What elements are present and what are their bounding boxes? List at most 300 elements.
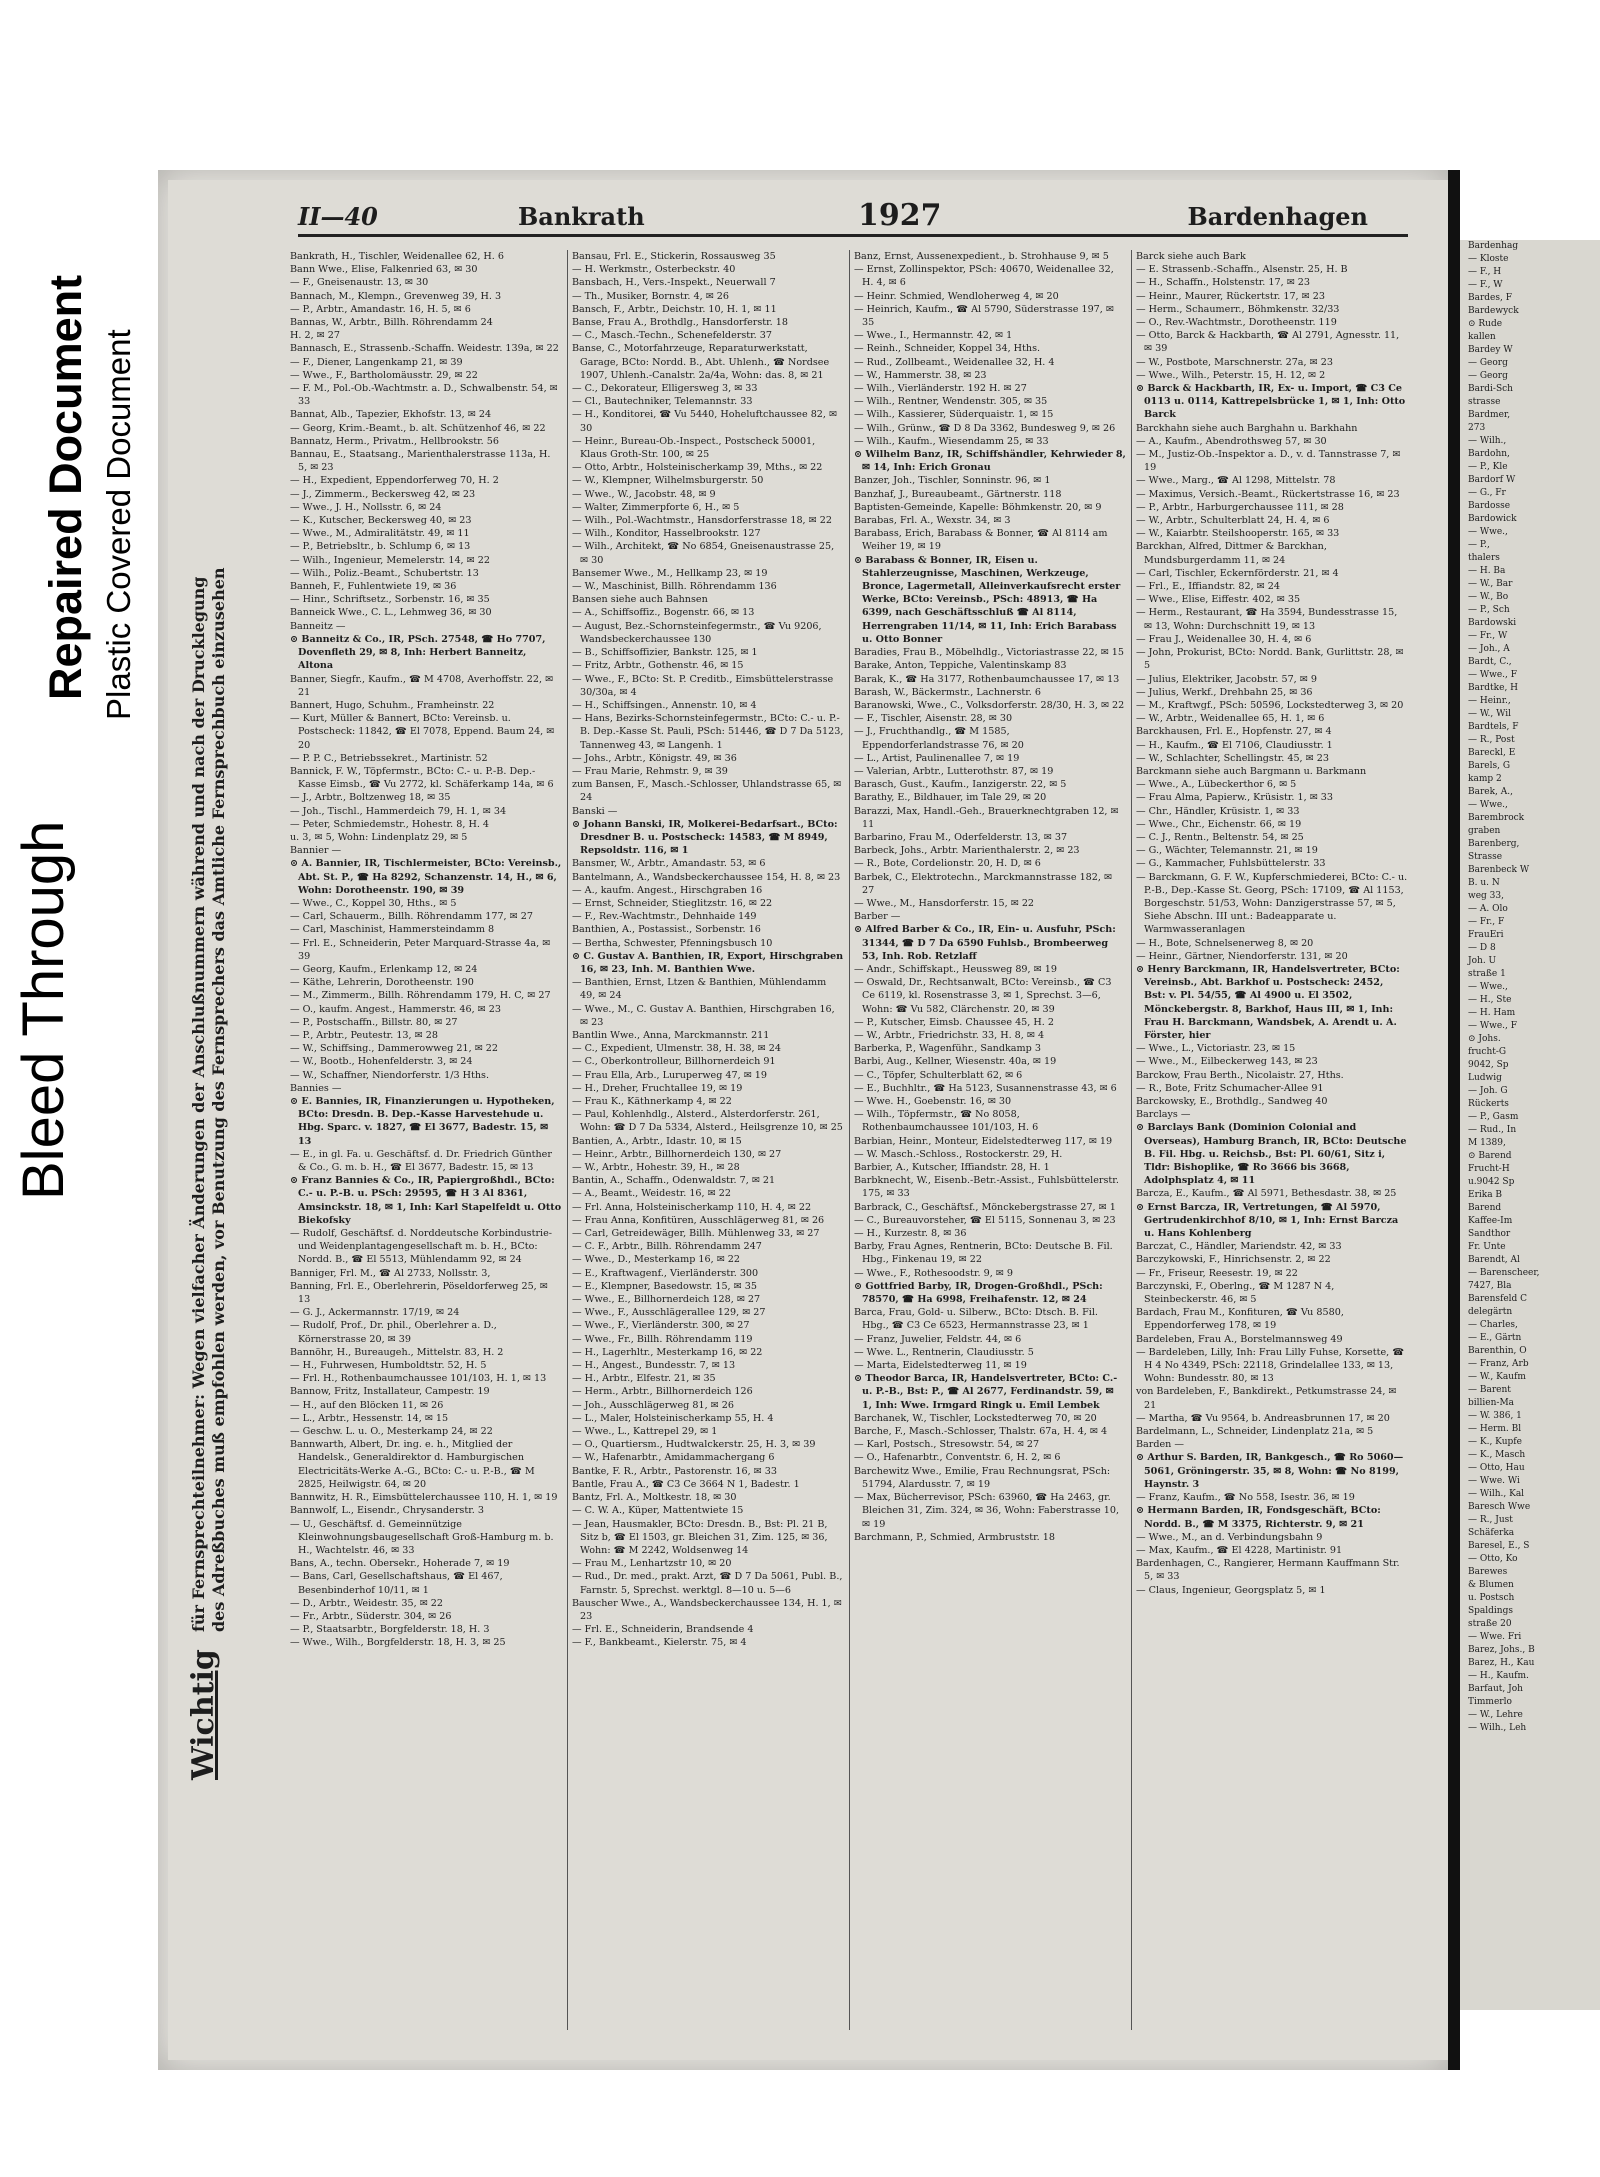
directory-entry: ⊙ A. Bannier, IR, Tischlermeister, BCto: Vereinsb., Abt. St. P., ☎ Ha 8292, Schanzenstr. 14, H., ✉ 6, Wohn: Dorotheenstr. 190, ✉ 39 (290, 858, 562, 896)
directory-entry: Barckmann siehe auch Bargmann u. Barkmann (1136, 765, 1367, 777)
column-2 (572, 250, 844, 2030)
column-4 (1136, 250, 1408, 2030)
directory-entry: Bannwarth, Albert, Dr. ing. e. h., Mitglied der Handelsk., Generaldirektor d. Hamburgischen Electricitäts-Werke A.-G., BCto: C.- u. P.-B., ☎ M 2825, Heilwigstr. 64, ✉ 20 (290, 1439, 535, 1490)
notice-line-2: des Adreßbuches muß empfohlen werden, vor Benutzung des Fernsprechers das Amtliche Fernsprechbuch einzusehen (208, 567, 228, 1633)
page-number: II—40 (298, 202, 378, 231)
directory-entry: — H., Konditorei, ☎ Vu 5440, Hoheluftchaussee 82, ✉ 30 (572, 409, 838, 434)
directory-entry: — E., Buchhltr., ☎ Ha 5123, Susannenstrasse 43, ✉ 6 (854, 1082, 1117, 1094)
directory-entry: — Frau Ella, Arb., Luruperweg 47, ✉ 19 (572, 1069, 767, 1081)
header-year: 1927 (858, 198, 942, 233)
directory-entry: — W. Masch.-Schloss., Rostockerstr. 29, H. (854, 1148, 1063, 1160)
directory-entry: — L., Maler, Holsteinischerkamp 55, H. 4 (572, 1412, 774, 1424)
directory-entry: Bannatz, Herm., Privatm., Hellbrookstr. 56 (290, 435, 499, 447)
directory-entry: — Walter, Zimmerpforte 6, H., ✉ 5 (572, 501, 740, 513)
directory-entry: — Paul, Kohlenhdlg., Alsterd., Alsterdorferstr. 261, Wohn: ☎ D 7 Da 5334, Alsterd., Heilsgrenze 10, ✉ 25 (572, 1109, 843, 1134)
directory-entry: Bardelmann, L., Schneider, Lindenplatz 21a, ✉ 5 (1136, 1426, 1374, 1438)
adjacent-page-fragment: — Georg (1468, 358, 1508, 368)
adjacent-page-fragment: Bardewyck (1468, 306, 1519, 316)
directory-entry: — Wwe., J. H., Nollsstr. 6, ✉ 24 (290, 501, 442, 513)
adjacent-page-fragment: Barend (1468, 1203, 1502, 1213)
adjacent-page-fragment: Barfaut, Joh (1468, 1684, 1523, 1694)
directory-entry: ⊙ Ernst Barcza, IR, Vertretungen, ☎ Al 5970, Gertrudenkirchhof 8/10, ✉ 1, Inh: Ernst Barcza u. Hans Kohlenberg (1136, 1201, 1399, 1240)
directory-entry: ⊙ Henry Barckmann, IR, Handelsvertreter, BCto: Vereinsb., Abt. Barkhof u. Postscheck: 2452, Bst: v. Pl. 54/55, ☎ Al 4900 u. El 3502, Mönckebergstr. 8, Barkhof, Haus III, ✉ 1, Inh: Frau H. Barckmann, Wandsbek, A. Arendt u. A. Förster, hier (1136, 963, 1400, 1041)
adjacent-page-fragment: — W. 386, 1 (1468, 1411, 1522, 1421)
directory-entry: — Wilh., Konditor, Hasselbrookstr. 127 (572, 528, 761, 540)
directory-entry: Barbrack, C., Geschäftsf., Mönckebergstrasse 27, ✉ 1 (854, 1201, 1116, 1213)
directory-entry: Bannasch, E., Strassenb.-Schaffn. Weidestr. 139a, ✉ 22 (290, 343, 559, 355)
directory-entry: — Andr., Schiffskapt., Heussweg 89, ✉ 19 (854, 963, 1057, 975)
adjacent-page-fragment: Barembrock (1468, 813, 1525, 823)
directory-entry: — C., Dekorateur, Elligersweg 3, ✉ 33 (572, 383, 758, 395)
adjacent-page-fragment: — W., Kaufm (1468, 1372, 1526, 1382)
directory-entry: Bann Wwe., Elise, Falkenried 63, ✉ 30 (290, 264, 478, 276)
directory-entry: Bantlin Wwe., Anna, Marckmannstr. 211 (572, 1029, 770, 1041)
directory-entry: — P., Betriebsltr., b. Schlump 6, ✉ 13 (290, 541, 471, 553)
directory-entry: Bannow, Fritz, Installateur, Campestr. 19 (290, 1386, 490, 1398)
directory-entry: — C. F., Arbtr., Billh. Röhrendamm 247 (572, 1241, 762, 1253)
directory-entry: — August, Bez.-Schornsteinfegermstr., ☎ Vu 9206, Wandsbeckerchaussee 130 (572, 620, 822, 645)
notice-heading: Wichtig (186, 1649, 221, 1780)
scanned-page (158, 170, 1448, 2070)
adjacent-page-fragment: — Wilh., Kal (1468, 1489, 1525, 1499)
directory-entry: — W., Maschinist, Billh. Röhrendamm 136 (572, 581, 777, 593)
directory-entry: — Wwe., M., an d. Verbindungsbahn 9 (1136, 1531, 1323, 1543)
adjacent-page-fragment: Strasse (1468, 852, 1503, 862)
directory-entry: — Frau Alma, Papierw., Krüsistr. 1, ✉ 33 (1136, 792, 1334, 804)
adjacent-page-fragment: Baresel, E., S (1468, 1541, 1530, 1551)
directory-entry: — J., Arbtr., Boltzenweg 18, ✉ 35 (290, 792, 451, 804)
directory-entry: — G., Wächter, Telemannstr. 21, ✉ 19 (1136, 845, 1318, 857)
directory-entry: — Oswald, Dr., Rechtsanwalt, BCto: Vereinsb., ☎ C3 Ce 6119, kl. Rosenstrasse 3, ✉ 1, Sprechst. 3—6, Wohn: ☎ Vu 582, Clärchenstr. 20, ✉ 39 (854, 977, 1112, 1015)
directory-entry: — Julius, Elektriker, Jacobstr. 57, ✉ 9 (1136, 673, 1317, 685)
directory-entry: — C., Oberkontrolleur, Billhornerdeich 91 (572, 1056, 776, 1068)
directory-entry: Barash, W., Bäckermstr., Lachnerstr. 6 (854, 686, 1041, 698)
directory-entry: — Herm., Arbtr., Billhornerdeich 126 (572, 1386, 753, 1398)
directory-entry: Barbarino, Frau M., Oderfelderstr. 13, ✉ 37 (854, 831, 1068, 843)
directory-entry: — Otto, Arbtr., Holsteinischerkamp 39, Mths., ✉ 22 (572, 462, 823, 474)
directory-entry: — Frl. Anna, Holsteinischerkamp 110, H. 4, ✉ 22 (572, 1201, 812, 1213)
directory-entry: — Valerian, Arbtr., Lutterothstr. 87, ✉ 19 (854, 765, 1054, 777)
plastic-covered-label: Plastic Covered Document (100, 329, 137, 720)
directory-entry: Barake, Anton, Teppiche, Valentinskamp 83 (854, 660, 1067, 672)
adjacent-page-fragment: Barez, H., Kau (1468, 1658, 1535, 1668)
adjacent-page-fragment: Bardt, C., (1468, 657, 1512, 667)
directory-entry: — Wwe., D., Mesterkamp 16, ✉ 22 (572, 1254, 741, 1266)
directory-entry: Banthien, A., Postassist., Sorbenstr. 16 (572, 924, 761, 936)
adjacent-page-fragment: Sandthor (1468, 1229, 1511, 1239)
directory-entry: Bannert, Hugo, Schuhm., Framheinstr. 22 (290, 699, 495, 711)
directory-entry: — Kurt, Müller & Bannert, BCto: Vereinsb. u. Postscheck: 11842, ☎ El 7078, Eppend. Baum 24, ✉ 20 (290, 713, 555, 751)
adjacent-page-fragment: M 1389, (1468, 1138, 1506, 1148)
directory-entry: — H., Angest., Bundesstr. 7, ✉ 13 (572, 1360, 736, 1372)
directory-entry: — Max, Kaufm., ☎ El 4228, Martinistr. 91 (1136, 1544, 1343, 1556)
directory-entry: — W., Arbtr., Friedrichstr. 33, H. 8, ✉ 4 (854, 1029, 1045, 1041)
adjacent-page-fragment: 9042, Sp (1468, 1060, 1509, 1070)
directory-entry: — Frau J., Weidenallee 30, H. 4, ✉ 6 (1136, 633, 1312, 645)
directory-entry: Barckow, Frau Berth., Nicolaistr. 27, Hths. (1136, 1069, 1344, 1081)
adjacent-page-fragment: — Otto, Hau (1468, 1463, 1525, 1473)
directory-entry: — Heinr., Maurer, Rückertstr. 17, ✉ 23 (1136, 290, 1325, 302)
adjacent-page-fragment: — Wwe. Wi (1468, 1476, 1520, 1486)
directory-entry: — Frl. H., Rothenbaumchaussee 101/103, H. 1, ✉ 13 (290, 1373, 547, 1385)
directory-entry: — P., Arbtr., Peutestr. 13, ✉ 28 (290, 1029, 438, 1041)
column-1 (290, 250, 562, 2030)
directory-entry: — Cl., Bautechniker, Telemannstr. 33 (572, 396, 753, 408)
directory-entry: Bannat, Alb., Tapezier, Ekhofstr. 13, ✉ 24 (290, 409, 492, 421)
adjacent-page-fragment: Barenthin, O (1468, 1346, 1527, 1356)
adjacent-page-fragment: — E., Gärtn (1468, 1333, 1522, 1343)
directory-entry: Barbeck, Johs., Arbtr. Marienthalerstr. 2, ✉ 23 (854, 845, 1080, 857)
directory-entry: ⊙ Gottfried Barby, IR, Drogen-Großhdl., PSch: 78570, ☎ Ha 6998, Freihafenstr. 12, ✉ 24 (854, 1280, 1103, 1306)
adjacent-page-fragment: Rückerts (1468, 1099, 1509, 1109)
adjacent-page-fragment: kallen (1468, 332, 1496, 342)
adjacent-page-fragment: — K., Kupfe (1468, 1437, 1522, 1447)
adjacent-page-fragment: B. u. N (1468, 878, 1500, 888)
adjacent-page-fragment: Barek, A., (1468, 787, 1514, 797)
adjacent-page-fragment: delegärtn (1468, 1307, 1513, 1317)
directory-entry: Barabas, Frl. A., Wexstr. 34, ✉ 3 (854, 515, 1011, 527)
directory-entry: — Wwe., Marg., ☎ Al 1298, Mittelstr. 78 (1136, 475, 1336, 487)
directory-entry: — W., Arbtr., Hohestr. 39, H., ✉ 28 (572, 1162, 740, 1174)
directory-entry: Barbian, Heinr., Monteur, Eidelstedterweg 117, ✉ 19 (854, 1135, 1113, 1147)
directory-entry: Bannies — (290, 1082, 342, 1094)
directory-entry: Barclays — (1136, 1109, 1191, 1121)
adjacent-page-fragment: — W., Wil (1468, 709, 1511, 719)
directory-entry: — Wwe., F., Ausschlägerallee 129, ✉ 27 (572, 1307, 766, 1319)
adjacent-page-fragment: — Wwe., (1468, 982, 1508, 992)
directory-entry: — Franz, Juwelier, Feldstr. 44, ✉ 6 (854, 1333, 1022, 1345)
directory-entry: — Hinr., Schriftsetz., Sorbenstr. 16, ✉ 35 (290, 594, 490, 606)
adjacent-page-fragment: Bardowski (1468, 618, 1517, 628)
directory-entry: Barak, K., ☎ Ha 3177, Rothenbaumchaussee 17, ✉ 13 (854, 673, 1120, 685)
directory-entry: Bantelmann, A., Wandsbeckerchaussee 154, H. 8, ✉ 23 (572, 871, 841, 883)
directory-entry: Baradies, Frau B., Möbelhdlg., Victoriastrasse 22, ✉ 15 (854, 647, 1125, 659)
adjacent-page-fragment: Erika B (1468, 1190, 1503, 1200)
directory-entry: — H., Kurzestr. 8, ✉ 36 (854, 1228, 967, 1240)
directory-entry: — W., Schaffner, Niendorferstr. 1/3 Hths. (290, 1069, 490, 1081)
directory-entry: — Chr., Händler, Krüsistr. 1, ✉ 33 (1136, 805, 1300, 817)
directory-entry: Baptisten-Gemeinde, Kapelle: Böhmkenstr. 20, ✉ 9 (854, 501, 1102, 513)
adjacent-page-fragment: 7427, Bla (1468, 1281, 1512, 1291)
adjacent-page-fragment: — W., Bar (1468, 579, 1513, 589)
adjacent-page-fragment: kamp 2 (1468, 774, 1502, 784)
directory-entry: — Wwe., F., Bartholomäusstr. 29, ✉ 22 (290, 369, 478, 381)
directory-entry: — Wilh., Kaufm., Wiesendamm 25, ✉ 33 (854, 435, 1049, 447)
directory-entry: — H., auf den Blöcken 11, ✉ 26 (290, 1399, 444, 1411)
directory-entry: ⊙ Alfred Barber & Co., IR, Ein- u. Ausfuhr, PSch: 31344, ☎ D 7 Da 6590 Fuhlsb., Brombeerweg 53, Inh. Rob. Retzlaff (854, 924, 1116, 962)
adjacent-page-fragment: — Wwe., F (1468, 1021, 1517, 1031)
adjacent-page-fragment: Baresch Wwe (1468, 1502, 1531, 1512)
adjacent-page-fragment: weg 33, (1468, 891, 1504, 901)
directory-entry: — Wwe., Wilh., Borgfelderstr. 18, H. 3, ✉ 25 (290, 1637, 506, 1649)
adjacent-page-fragment: — H., Ste (1468, 995, 1512, 1005)
directory-entry: Bauscher Wwe., A., Wandsbeckerchaussee 134, H. 1, ✉ 23 (572, 1597, 842, 1622)
adjacent-page-fragment: ⊙ Barend (1468, 1151, 1512, 1161)
adjacent-page-fragment: — Wwe., F (1468, 670, 1517, 680)
directory-entry: ⊙ Theodor Barca, IR, Handelsvertreter, BCto: C.- u. P.-B., Bst: P., ☎ Al 2677, Ferdinandstr. 59, ✉ 1, Inh: Wwe. Irmgard Ringk u. Emil Lembek (854, 1373, 1118, 1411)
directory-entry: — Jean, Hausmakler, BCto: Dresdn. B., Bst: Pl. 21 B, Sitz b, ☎ El 1503, gr. Bleichen 31, Zim. 125, ✉ 36, Wohn: ☎ M 2242, Woldsenweg 14 (572, 1518, 828, 1556)
directory-entry: — W., Schiffsing., Dammerowweg 21, ✉ 22 (290, 1043, 498, 1055)
adjacent-page-fragment: ⊙ Johs. (1468, 1034, 1501, 1044)
book-gutter (1448, 170, 1460, 2070)
directory-entry: Bantke, F. R., Arbtr., Pastorenstr. 16, ✉ 33 (572, 1465, 777, 1477)
directory-entry: — Herm., Schaumerr., Böhmkenstr. 32/33 (1136, 303, 1340, 315)
directory-entry: — W., Hafenarbtr., Amidammachergang 6 (572, 1452, 775, 1464)
directory-entry: Banz, Ernst, Aussenexpedient., b. Strohhause 9, ✉ 5 (854, 251, 1109, 262)
adjacent-page-fragment: — R., Just (1468, 1515, 1513, 1525)
directory-entry: Banneh, F., Fuhlentwiete 19, ✉ 36 (290, 581, 457, 593)
adjacent-page-fragment: straße 1 (1468, 969, 1506, 979)
directory-entry: Barcza, E., Kaufm., ☎ Al 5971, Bethesdastr. 38, ✉ 25 (1136, 1188, 1397, 1200)
directory-entry: ⊙ Franz Bannies & Co., IR, Papiergroßhdl., BCto: C.- u. P.-B. u. PSch: 29595, ☎ H 3 Al 8361, Amsinckstr. 18, ✉ 1, Inh: Karl Stapelfeldt u. Otto Biekofsky (290, 1175, 562, 1226)
adjacent-page-fragment: Frucht-H (1468, 1164, 1510, 1174)
directory-entry: — Herm., Restaurant, ☎ Ha 3594, Bundesstrasse 15, ✉ 13, Wohn: Durchschnitt 19, ✉ 13 (1136, 607, 1398, 632)
adjacent-page-fragment: straße 20 (1468, 1619, 1512, 1629)
directory-entry: — John, Prokurist, BCto: Nordd. Bank, Gurlittstr. 28, ✉ 5 (1136, 647, 1404, 672)
directory-entry: — Georg, Kaufm., Erlenkamp 12, ✉ 24 (290, 963, 478, 975)
directory-entry: Banning, Frl. E., Oberlehrerin, Pöseldorferweg 25, ✉ 13 (290, 1280, 548, 1306)
directory-entry: Bannau, E., Staatsang., Marienthalerstrasse 113a, H. 5, ✉ 23 (290, 449, 551, 474)
directory-entry: — Frau M., Lenhartzstr 10, ✉ 20 (572, 1558, 732, 1570)
directory-entry: — C. W. A., Küper, Mattentwiete 15 (572, 1505, 744, 1517)
directory-entry: u. 3, ✉ 5, Wohn: Lindenplatz 29, ✉ 5 (290, 831, 468, 843)
adjacent-page-fragment: billien-Ma (1468, 1398, 1515, 1408)
directory-entry: — W., Arbtr., Weidenallee 65, H. 1, ✉ 6 (1136, 713, 1325, 725)
directory-entry: — M., Kraftwgf., PSch: 50596, Lockstedterweg 3, ✉ 20 (1136, 699, 1404, 711)
directory-entry: — H., Schaffn., Holstenstr. 17, ✉ 23 (1136, 277, 1311, 289)
directory-entry: — Maximus, Versich.-Beamt., Rückertstrasse 16, ✉ 23 (1136, 488, 1400, 500)
directory-entry: — W., Kaiarbtr. Steilshooperstr. 165, ✉ 33 (1136, 528, 1340, 540)
directory-entry: ⊙ Wilhelm Banz, IR, Schiffshändler, Kehrwieder 8, ✉ 14, Inh: Erich Gronau (854, 449, 1126, 474)
directory-entry: — Wwe., F., Vierländerstr. 300, ✉ 27 (572, 1320, 750, 1332)
directory-entry: Bansemer Wwe., M., Hellkamp 23, ✉ 19 (572, 567, 768, 579)
adjacent-page-fragment: — W., Lehre (1468, 1710, 1523, 1720)
directory-entry: — Wwe., F., BCto: St. P. Creditb., Eimsbüttelerstrasse 30/30a, ✉ 4 (572, 673, 834, 698)
directory-entry: — Wwe., Elise, Eiffestr. 402, ✉ 35 (1136, 594, 1301, 606)
page-header (298, 200, 1408, 237)
directory-entry: Barathy, E., Bildhauer, im Tale 29, ✉ 20 (854, 792, 1047, 804)
adjacent-page-fragment: — F., W (1468, 280, 1503, 290)
directory-entry: — Wwe., I., Hermannstr. 42, ✉ 1 (854, 330, 1013, 342)
directory-page (168, 180, 1453, 2060)
directory-entry: Barberka, P., Wagenführ., Sandkamp 3 (854, 1043, 1041, 1055)
directory-entry: Banzer, Joh., Tischler, Sonninstr. 96, ✉ 1 (854, 475, 1051, 487)
adjacent-page-fragment: Barewes (1468, 1567, 1508, 1577)
adjacent-page-fragment: — F., H (1468, 267, 1502, 277)
directory-entry: — Käthe, Lehrerin, Dorotheenstr. 190 (290, 977, 474, 989)
directory-entry: — H., Dreher, Fruchtallee 19, ✉ 19 (572, 1082, 743, 1094)
directory-entry: — C., Bureauvorsteher, ☎ El 5115, Sonnenau 3, ✉ 23 (854, 1214, 1116, 1226)
directory-entry: — K., Kutscher, Beckersweg 40, ✉ 23 (290, 515, 472, 527)
directory-entry: — Heinr. Schmied, Wendloherweg 4, ✉ 20 (854, 290, 1059, 302)
directory-entry: Bannier — (290, 845, 342, 857)
directory-entry: Barazzi, Max, Handl.-Geh., Brauerknechtgraben 12, ✉ 11 (854, 805, 1119, 830)
adjacent-page-fragment: Spaldings (1468, 1606, 1513, 1616)
directory-entry: Bannas, W., Arbtr., Billh. Röhrendamm 24 (290, 317, 493, 329)
directory-entry: — P. P. C., Betriebssekret., Martinistr. 52 (290, 752, 488, 764)
directory-entry: — H., Expedient, Eppendorferweg 70, H. 2 (290, 475, 499, 487)
adjacent-page-fragment: — H., Kaufm. (1468, 1671, 1529, 1681)
adjacent-page-fragment: Bardtels, F (1468, 722, 1519, 732)
directory-entry: — R., Bote, Cordelionstr. 20, H. D, ✉ 6 (854, 858, 1041, 870)
adjacent-page-fragment: u. Postsch (1468, 1593, 1515, 1603)
directory-entry: — D., Arbtr., Weidestr. 35, ✉ 22 (290, 1597, 443, 1609)
adjacent-page-fragment: Bardey W (1468, 345, 1513, 355)
directory-entry: — Ernst, Schneider, Stieglitzstr. 16, ✉ 22 (572, 897, 773, 909)
directory-entry: — Heinrich, Kaufm., ☎ Al 5790, Süderstrasse 197, ✉ 35 (854, 303, 1114, 329)
directory-entry: Bannwitz, H. R., Eimsbüttelerchaussee 110, H. 1, ✉ 19 (290, 1492, 558, 1504)
adjacent-page-fragment: — P., Sch (1468, 605, 1510, 615)
directory-entry: — Ernst, Zollinspektor, PSch: 40670, Weidenallee 32, H. 4, ✉ 6 (854, 264, 1114, 289)
adjacent-page-fragment: — Franz, Arb (1468, 1359, 1529, 1369)
adjacent-page-fragment: — Otto, Ko (1468, 1554, 1518, 1564)
directory-entry: Bantin, A., Schaffn., Odenwaldstr. 7, ✉ 21 (572, 1175, 776, 1187)
adjacent-page-fragment: FrauEri (1468, 930, 1504, 940)
directory-entry: ⊙ Barabass & Bonner, IR, Eisen u. Stahlerzeugnisse, Maschinen, Werkzeuge, Bronce, Lagermetall, Alleinverkaufsrecht erster Werke, BCto: Vereinsb., PSch: 48913, ☎ Ha 6399, nach Geschäftsschluß ☎ Al 8114, Herrengraben 11/14, ✉ 11, Inh: Erich Barabass u. Otto Bonner (854, 554, 1121, 645)
adjacent-page-fragment: Barensfeld C (1468, 1294, 1528, 1304)
adjacent-page-fragment: — P., (1468, 540, 1490, 550)
directory-entry: — Rudolf, Geschäftsf. d. Norddeutsche Korbindustrie- und Weidenplantagengesellschaft m. b. H., BCto: Nordd. B., ☎ El 5513, Mühlendamm 92, ✉ 24 (290, 1228, 553, 1266)
directory-entry: — F., Bankbeamt., Kielerstr. 75, ✉ 4 (572, 1637, 747, 1649)
adjacent-page-fragment: 273 (1468, 423, 1486, 433)
directory-entry: — Karl, Postsch., Stresowstr. 54, ✉ 27 (854, 1439, 1040, 1451)
adjacent-page-fragment: Bardosse (1468, 501, 1511, 511)
directory-entry: ⊙ Arthur S. Barden, IR, Bankgesch., ☎ Ro 5060—5061, Gröningerstr. 35, ✉ 8, Wohn: ☎ No 8199, Haynstr. 3 (1136, 1452, 1404, 1490)
adjacent-page-fragment: graben (1468, 826, 1501, 836)
adjacent-page-fragment: — Kloste (1468, 254, 1509, 264)
adjacent-page-fragment: Barendt, Al (1468, 1255, 1520, 1265)
directory-entry: von Bardeleben, F., Bankdirekt., Petkumstrasse 24, ✉ 21 (1136, 1386, 1397, 1411)
directory-entry: — Fr., Friseur, Reesestr. 19, ✉ 22 (1136, 1267, 1298, 1279)
directory-entry: ⊙ Banneitz & Co., IR, PSch. 27548, ☎ Ho 7707, Dovenfleth 29, ✉ 8, Inh: Herbert Banneitz, Altona (290, 633, 546, 672)
directory-entry: Barbknecht, W., Eisenb.-Betr.-Assist., Fuhlsbüttelerstr. 175, ✉ 33 (854, 1175, 1119, 1200)
directory-entry: — Rudolf, Prof., Dr. phil., Oberlehrer a. D., Körnerstrasse 20, ✉ 39 (290, 1320, 497, 1345)
column-divider (1131, 250, 1132, 2030)
adjacent-page-fragment: Bardenhag (1468, 241, 1519, 251)
directory-entry: — Wwe., Wilh., Peterstr. 15, H. 12, ✉ 2 (1136, 369, 1326, 381)
adjacent-page-fragment: — D 8 (1468, 943, 1496, 953)
directory-entry: — L., Artist, Paulinenallee 7, ✉ 19 (854, 752, 1020, 764)
directory-entry: Bansen siehe auch Bahnsen (572, 594, 708, 606)
directory-entry: Barchmann, P., Schmied, Armbruststr. 18 (854, 1531, 1055, 1543)
notice-line-1: für Fernsprechteilnehmer: Wegen vielfacher Änderungen der Anschlußnummern während und nach der Drucklegung (188, 576, 208, 1633)
directory-entry: — Wwe., E., Billhornerdeich 128, ✉ 27 (572, 1294, 761, 1306)
directory-entry: Barckowsky, E., Brothdlg., Sandweg 40 (1136, 1096, 1328, 1107)
directory-entry: Banzhaf, J., Bureaubeamt., Gärtnerstr. 118 (854, 488, 1062, 500)
column-3 (854, 250, 1126, 2030)
directory-entry: — P., Arbtr., Amandastr. 16, H. 5, ✉ 6 (290, 303, 471, 315)
adjacent-page-fragment: Barels, G (1468, 761, 1511, 771)
adjacent-page-fragment: — Wwe., (1468, 527, 1508, 537)
adjacent-page-fragment: — Wilh., (1468, 436, 1507, 446)
adjacent-page-fragment: & Blumen (1468, 1580, 1514, 1590)
adjacent-page-fragment: u.9042 Sp (1468, 1177, 1515, 1187)
directory-entry: Barche, F., Masch.-Schlosser, Thalstr. 67a, H. 4, ✉ 4 (854, 1426, 1108, 1438)
adjacent-page-fragment: — Joh., A (1468, 644, 1510, 654)
directory-entry: — Joh., Ausschlägerweg 81, ✉ 26 (572, 1399, 734, 1411)
directory-entry: — Wilh., Pol.-Wachtmstr., Hansdorferstrasse 18, ✉ 22 (572, 515, 832, 527)
directory-entry: — B., Schiffsoffizier, Bankstr. 125, ✉ 1 (572, 647, 758, 659)
directory-entry: ⊙ Hermann Barden, IR, Fondsgeschäft, BCto: Nordd. B., ☎ M 3375, Richterstr. 9, ✉ 21 (1136, 1505, 1381, 1530)
directory-entry: Banski — (572, 805, 618, 817)
adjacent-page-fragment: — P., Kle (1468, 462, 1508, 472)
directory-entry: Bantle, Frau A., ☎ C3 Ce 3664 N 1, Badestr. 1 (572, 1478, 800, 1490)
directory-entry: — F., Rev.-Wachtmstr., Dehnhaide 149 (572, 911, 757, 923)
adjacent-page-fragment: Barez, Johs., B (1468, 1645, 1535, 1655)
directory-entry: — A., Schiffsoffiz., Bogenstr. 66, ✉ 13 (572, 607, 755, 619)
adjacent-page-fragment: — Rud., In (1468, 1125, 1517, 1135)
directory-entry: ⊙ Johann Banski, IR, Molkerei-Bedarfsart., BCto: Dresdner B. u. Postscheck: 14583, ☎ M 8949, Repsoldstr. 116, ✉ 1 (572, 818, 838, 857)
adjacent-page-fragment: Barenbeck W (1468, 865, 1530, 875)
margin-notice (186, 567, 229, 1780)
adjacent-page-fragment: — G., Fr (1468, 488, 1506, 498)
directory-entry: Bannach, M., Klempn., Grevenweg 39, H. 3 (290, 290, 502, 302)
adjacent-page-fragment: — Heinr., (1468, 696, 1511, 706)
directory-entry: — Max, Bücherrevisor, PSch: 63960, ☎ Ha 2463, gr. Bleichen 31, Zim. 324, ✉ 36, Wohn: Faberstrasse 10, ✉ 19 (854, 1492, 1120, 1530)
directory-entry: — W., Bootb., Hohenfelderstr. 3, ✉ 24 (290, 1056, 473, 1068)
directory-entry: — Wwe., M., Eilbeckerweg 143, ✉ 23 (1136, 1056, 1318, 1068)
directory-entry: — Heinr., Arbtr., Billhornerdeich 130, ✉ 27 (572, 1148, 782, 1160)
directory-entry: — O., Hafenarbtr., Conventstr. 6, H. 2, ✉ 6 (854, 1452, 1061, 1464)
directory-entry: — Bardeleben, Lilly, Inh: Frau Lilly Fuhse, Korsette, ☎ H 4 No 4349, PSch: 22118, Grindelallee 133, ✉ 13, Wohn: Bundesstr. 80, ✉ 13 (1136, 1346, 1405, 1385)
directory-entry: — Johs., Arbtr., Königstr. 49, ✉ 36 (572, 752, 737, 764)
directory-entry: Bansmer, W., Arbtr., Amandastr. 53, ✉ 6 (572, 858, 766, 870)
directory-entry: — Wwe. H., Goebenstr. 16, ✉ 30 (854, 1096, 1012, 1107)
adjacent-page-fragment: Kaffee-Im (1468, 1216, 1513, 1226)
directory-entry: — R., Bote, Fritz Schumacher-Allee 91 (1136, 1082, 1324, 1094)
adjacent-page-fragment: Bardorf W (1468, 475, 1516, 485)
adjacent-page-fragment: Joh. U (1468, 956, 1497, 966)
directory-entry: — A., Kaufm., Abendrothsweg 57, ✉ 30 (1136, 435, 1327, 447)
directory-entry: — Wilh., Grünw., ☎ D 8 Da 3362, Bundesweg 9, ✉ 26 (854, 422, 1116, 434)
directory-entry: — Wwe., Fr., Billh. Röhrendamm 119 (572, 1333, 753, 1345)
directory-entry: — F., Diener, Langenkamp 21, ✉ 39 (290, 356, 463, 368)
directory-entry: — Fr., Arbtr., Süderstr. 304, ✉ 26 (290, 1610, 452, 1622)
adjacent-page-fragment: Ludwig (1468, 1073, 1502, 1083)
directory-entry: Barabass, Erich, Barabass & Bonner, ☎ Al 8114 am Weiher 19, ✉ 19 (854, 528, 1108, 553)
directory-entry: Bannwolf, L., Eisendr., Chrysanderstr. 3 (290, 1505, 484, 1517)
directory-entry: — Barckmann, G. F. W., Kupferschmiederei, BCto: C.- u. P.-B., Dep.-Kasse St. Georg, PSch: 17109, ☎ Al 1153, Borgeschstr. 51/53, Wohn: Danzigerstrasse 57, ✉ 5, Siehe Abschn. III unt.: Badeapparate u. Warmwasseranlagen (1136, 871, 1408, 936)
directory-entry: — Wilh., Ingenieur, Memelerstr. 14, ✉ 22 (290, 554, 490, 566)
directory-entry: — Heinr., Bureau-Ob.-Inspect., Postscheck 50001, Klaus Groth-Str. 100, ✉ 25 (572, 435, 816, 461)
directory-entry: Barbek, C., Elektrotechn., Marckmannstrasse 182, ✉ 27 (854, 871, 1113, 896)
directory-entry: Banse, C., Motorfahrzeuge, Reparaturwerkstatt, Garage, BCto: Nordd. B., Abt. Uhlenh., ☎ Nordsee 1907, Uhlenh.-Canalstr. 2a/4a, Wohn: das. 8, ✉ 21 (572, 343, 830, 381)
directory-entry: — Frl., E., Iffiandstr. 82, ✉ 24 (1136, 581, 1280, 593)
directory-entry: — Fritz, Arbtr., Gothenstr. 46, ✉ 15 (572, 660, 744, 672)
directory-entry: — E. Strassenb.-Schaffn., Alsenstr. 25, H. B (1136, 264, 1348, 276)
directory-entry: Bardenhagen, C., Rangierer, Hermann Kauffmann Str. 5, ✉ 33 (1136, 1558, 1400, 1583)
directory-entry: — Wwe., M., Hansdorferstr. 15, ✉ 22 (854, 897, 1035, 909)
adjacent-page-fragment: — Herm. Bl (1468, 1424, 1522, 1434)
adjacent-page-fragment: — Fr., F (1468, 917, 1505, 927)
directory-entry: Bardeleben, Frau A., Borstelmannsweg 49 (1136, 1333, 1343, 1345)
directory-entry: — C. J., Rentn., Beltenstr. 54, ✉ 25 (1136, 831, 1304, 843)
directory-entry: — P., Staatsarbtr., Borgfelderstr. 18, H. 3 (290, 1624, 490, 1636)
adjacent-page-fragment: — Georg (1468, 371, 1508, 381)
directory-entry: Barden — (1136, 1439, 1184, 1451)
directory-entry: — Wilh., Rentner, Wendenstr. 305, ✉ 35 (854, 396, 1048, 408)
directory-entry: — Frau Anna, Konfitüren, Ausschlägerweg 81, ✉ 26 (572, 1214, 825, 1226)
repaired-document-label: Repaired Document (40, 274, 91, 700)
adjacent-page-fragment: — R., Post (1468, 735, 1515, 745)
directory-entry: Bansbach, H., Vers.-Inspekt., Neuerwall 7 (572, 277, 776, 289)
directory-entry: — Wwe. L., Rentnerin, Claudiusstr. 5 (854, 1346, 1034, 1358)
directory-entry: H. 2, ✉ 27 (290, 330, 340, 342)
adjacent-page-fragment: Bardes, F (1468, 293, 1512, 303)
adjacent-page-fragment: — Fr., W (1468, 631, 1508, 641)
directory-entry: — U., Geschäftsf. d. Gemeinnützige Kleinwohnungsbaugesellschaft Groß-Hamburg m. b. H., Wachtelstr. 46, ✉ 33 (290, 1518, 554, 1556)
directory-entry: — Wwe., W., Jacobstr. 48, ✉ 9 (572, 488, 716, 500)
